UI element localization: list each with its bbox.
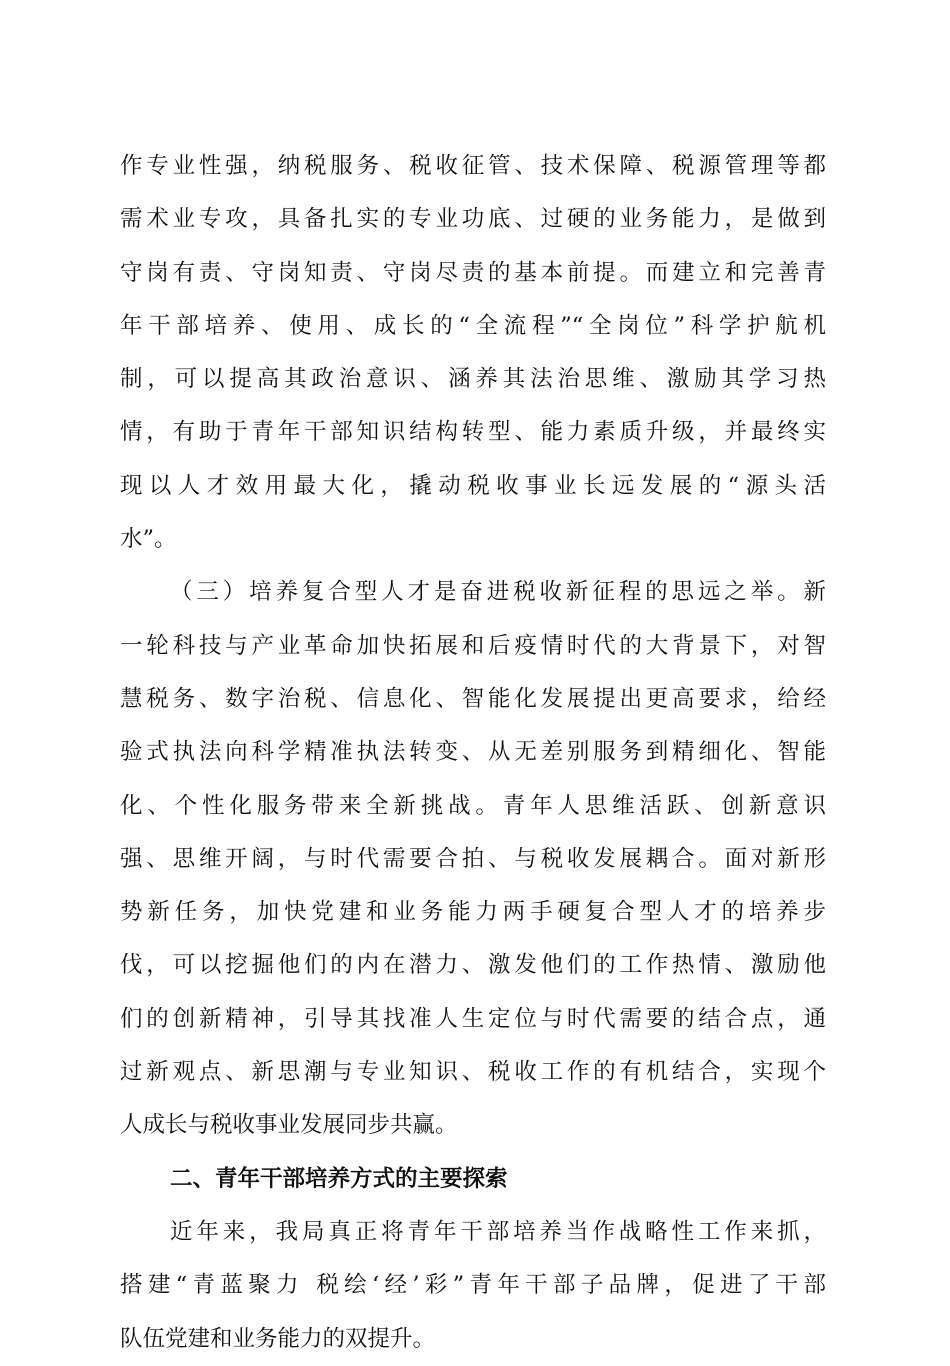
paragraph-2 [120,566,826,1152]
text-line: 强、思维开阔，与时代需要合拍、与税收发展耦合。面对新形 [120,845,826,872]
text-line: 制，可以提高其政治意识、涵养其法治思维、激励其学习热 [120,366,826,393]
text-line: 搭建“青蓝聚力 税绘‘经’彩”青年干部子品牌，促进了干部 [120,1272,826,1299]
text-line: 伐，可以挖掘他们的内在潜力、激发他们的工作热情、激励他 [120,952,826,979]
text-line: 需术业专攻，具备扎实的专业功底、过硬的业务能力，是做到 [120,206,826,233]
section-heading: 二、青年干部培养方式的主要探索 [170,1165,508,1192]
text-line: 近年来，我局真正将青年干部培养当作战略性工作来抓， [170,1218,826,1245]
text-line: 作专业性强，纳税服务、税收征管、技术保障、税源管理等都 [120,153,826,179]
text-line: 年干部培养、使用、成长的“全流程”“全岗位”科学护航机 [120,312,826,339]
text-line: 现以人才效用最大化，撬动税收事业长远发展的“源头活 [120,472,826,499]
text-line: 一轮科技与产业革命加快拓展和后疫情时代的大背景下，对智 [120,632,826,659]
text-line: （三）培养复合型人才是奋进税收新征程的思远之举。新 [170,579,826,606]
text-line: 慧税务、数字治税、信息化、智能化发展提出更高要求，给经 [120,685,826,712]
paragraph-1 [120,140,826,566]
document-body [120,140,826,1366]
text-line: 势新任务，加快党建和业务能力两手硬复合型人才的培养步 [120,899,826,926]
text-line: 验式执法向科学精准执法转变、从无差别服务到精细化、智能 [120,739,826,766]
text-line: 守岗有责、守岗知责、守岗尽责的基本前提。而建立和完善青 [120,259,826,286]
text-line: 情，有助于青年干部知识结构转型、能力素质升级，并最终实 [120,419,826,446]
paragraph-3 [120,1206,826,1366]
text-line: 队伍党建和业务能力的双提升。 [120,1325,436,1352]
text-line: 人成长与税收事业发展同步共赢。 [120,1112,458,1139]
text-line: 们的创新精神，引导其找准人生定位与时代需要的结合点，通 [120,1005,826,1032]
text-line: 化、个性化服务带来全新挑战。青年人思维活跃、创新意识 [120,792,826,819]
text-line: 水”。 [120,526,177,553]
text-line: 过新观点、新思潮与专业知识、税收工作的有机结合，实现个 [120,1059,826,1086]
